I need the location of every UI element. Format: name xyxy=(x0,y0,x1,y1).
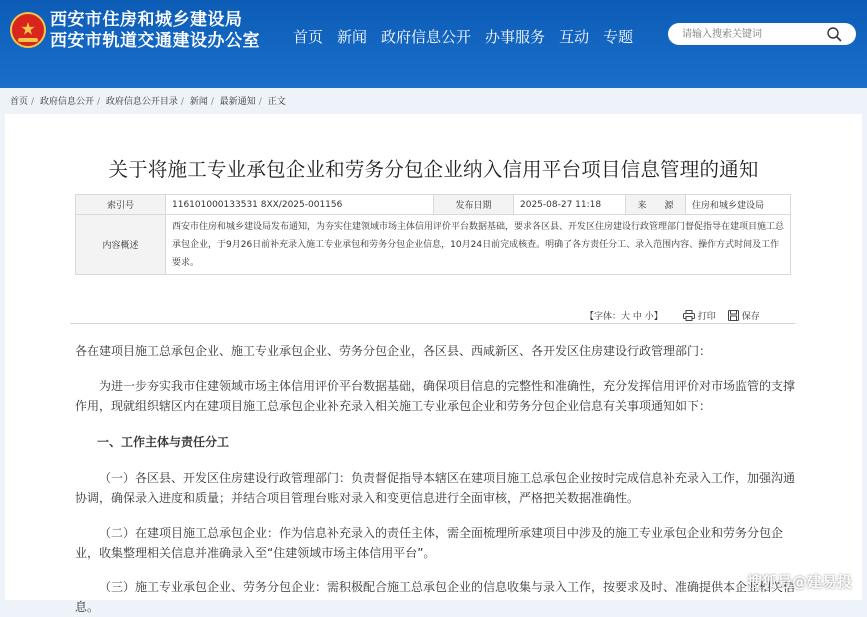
breadcrumb-news[interactable]: 新闻 xyxy=(189,97,208,107)
date-value: 2025-08-27 11:18 xyxy=(514,195,626,215)
section-heading: 一、工作主体与责任分工 xyxy=(97,435,230,449)
search-icon[interactable] xyxy=(826,26,842,42)
breadcrumb-separator: / xyxy=(31,97,35,107)
search-box xyxy=(668,23,856,45)
org-name-line2: 西安市轨道交通建设办公室 xyxy=(50,31,260,51)
save-icon xyxy=(728,310,739,321)
breadcrumb-separator: / xyxy=(180,97,184,107)
article-paragraph: （二）在建项目施工总承包企业：作为信息补充录入的责任主体，需全面梳理所承建项目中涉及的施工专业承包企业和劳务分包企业，收集整理相关信息并准确录入至“住建领域市场主体信用平台”。 xyxy=(75,526,784,560)
source-value: 住房和城乡建设局 xyxy=(686,195,791,215)
printer-icon xyxy=(683,310,695,321)
article-panel xyxy=(5,114,862,614)
site-logo-text[interactable] xyxy=(50,10,260,52)
breadcrumb-gov-info-catalog[interactable]: 政府信息公开目录 xyxy=(105,97,178,107)
breadcrumb-separator: / xyxy=(210,97,214,107)
breadcrumb-bar xyxy=(0,88,867,112)
breadcrumb-home[interactable]: 首页 xyxy=(10,97,29,107)
search-input[interactable] xyxy=(682,25,822,43)
index-label: 索引号 xyxy=(76,195,166,215)
nav-news[interactable]: 新闻 xyxy=(337,28,368,46)
save-label: 保存 xyxy=(741,312,760,322)
national-emblem-icon xyxy=(10,12,46,48)
nav-services[interactable]: 办事服务 xyxy=(485,28,546,46)
article-tools xyxy=(585,309,772,322)
font-size-selector[interactable]: 【字体：大 中 小】 xyxy=(585,312,663,322)
org-name-line1: 西安市住房和城乡建设局 xyxy=(50,10,243,30)
site-header xyxy=(0,0,867,88)
date-label: 发布日期 xyxy=(434,195,514,215)
breadcrumb-separator: / xyxy=(258,97,262,107)
print-button[interactable] xyxy=(683,309,716,322)
summary-value: 西安市住房和城乡建设局发布通知，为夯实住建领域市场主体信用评价平台数据基础，要求各区县、开发区住房建设行政管理部门督促指导在建项目施工总承包企业，于9月26日前补充录入施工专业承包和劳务分包企业信息，10月24日前完成核查。明确了各方责任分工、录入范围内容、操作方式时间及工作要求。 xyxy=(166,215,791,275)
print-label: 打印 xyxy=(697,312,716,322)
save-button[interactable] xyxy=(728,309,760,322)
article-paragraph: （一）各区县、开发区住房建设行政管理部门：负责督促指导本辖区在建项目施工总承包企业按时完成信息补充录入工作，加强沟通协调，确保录入进度和质量；并结合项目管理台账对录入和变更信息进行全面审核，严格把关数据准确性。 xyxy=(75,471,796,505)
sohu-watermark: 搜狐号@建易投 xyxy=(746,573,852,591)
article-salutation: 各在建项目施工总承包企业、施工专业承包企业、劳务分包企业，各区县、西咸新区、各开发区住房建设行政管理部门： xyxy=(75,344,712,358)
breadcrumb-gov-info[interactable]: 政府信息公开 xyxy=(39,97,94,107)
breadcrumb-separator: / xyxy=(96,97,100,107)
index-value: 116101000133531 8XX/2025-001156 xyxy=(166,195,434,215)
breadcrumb-current: 正文 xyxy=(267,97,286,107)
breadcrumb-latest-notice[interactable]: 最新通知 xyxy=(219,97,256,107)
nav-gov-info[interactable]: 政府信息公开 xyxy=(381,28,472,46)
metadata-table xyxy=(75,194,791,275)
nav-topics[interactable]: 专题 xyxy=(603,28,634,46)
tools-divider xyxy=(70,323,795,324)
article-title: 关于将施工专业承包企业和劳务分包企业纳入信用平台项目信息管理的通知 xyxy=(108,158,759,181)
main-nav xyxy=(293,26,647,47)
article-paragraph: 为进一步夯实我市住建领域市场主体信用评价平台数据基础，确保项目信息的完整性和准确性，充分发挥信用评价对市场监管的支撑作用，现就组织辖区内在建项目施工总承包企业补充录入相关施工专业承包企业和劳务分包企业信息有关事项通知如下： xyxy=(75,379,796,413)
breadcrumb xyxy=(10,94,286,107)
nav-home[interactable]: 首页 xyxy=(293,28,324,46)
source-label: 来 源 xyxy=(626,195,686,215)
summary-label: 内容概述 xyxy=(76,215,166,275)
nav-interaction[interactable]: 互动 xyxy=(559,28,590,46)
article-paragraph: （三）施工专业承包企业、劳务分包企业：需积极配合施工总承包企业的信息收集与录入工作，按要求及时、准确提供本企业相关信息。 xyxy=(75,580,796,614)
